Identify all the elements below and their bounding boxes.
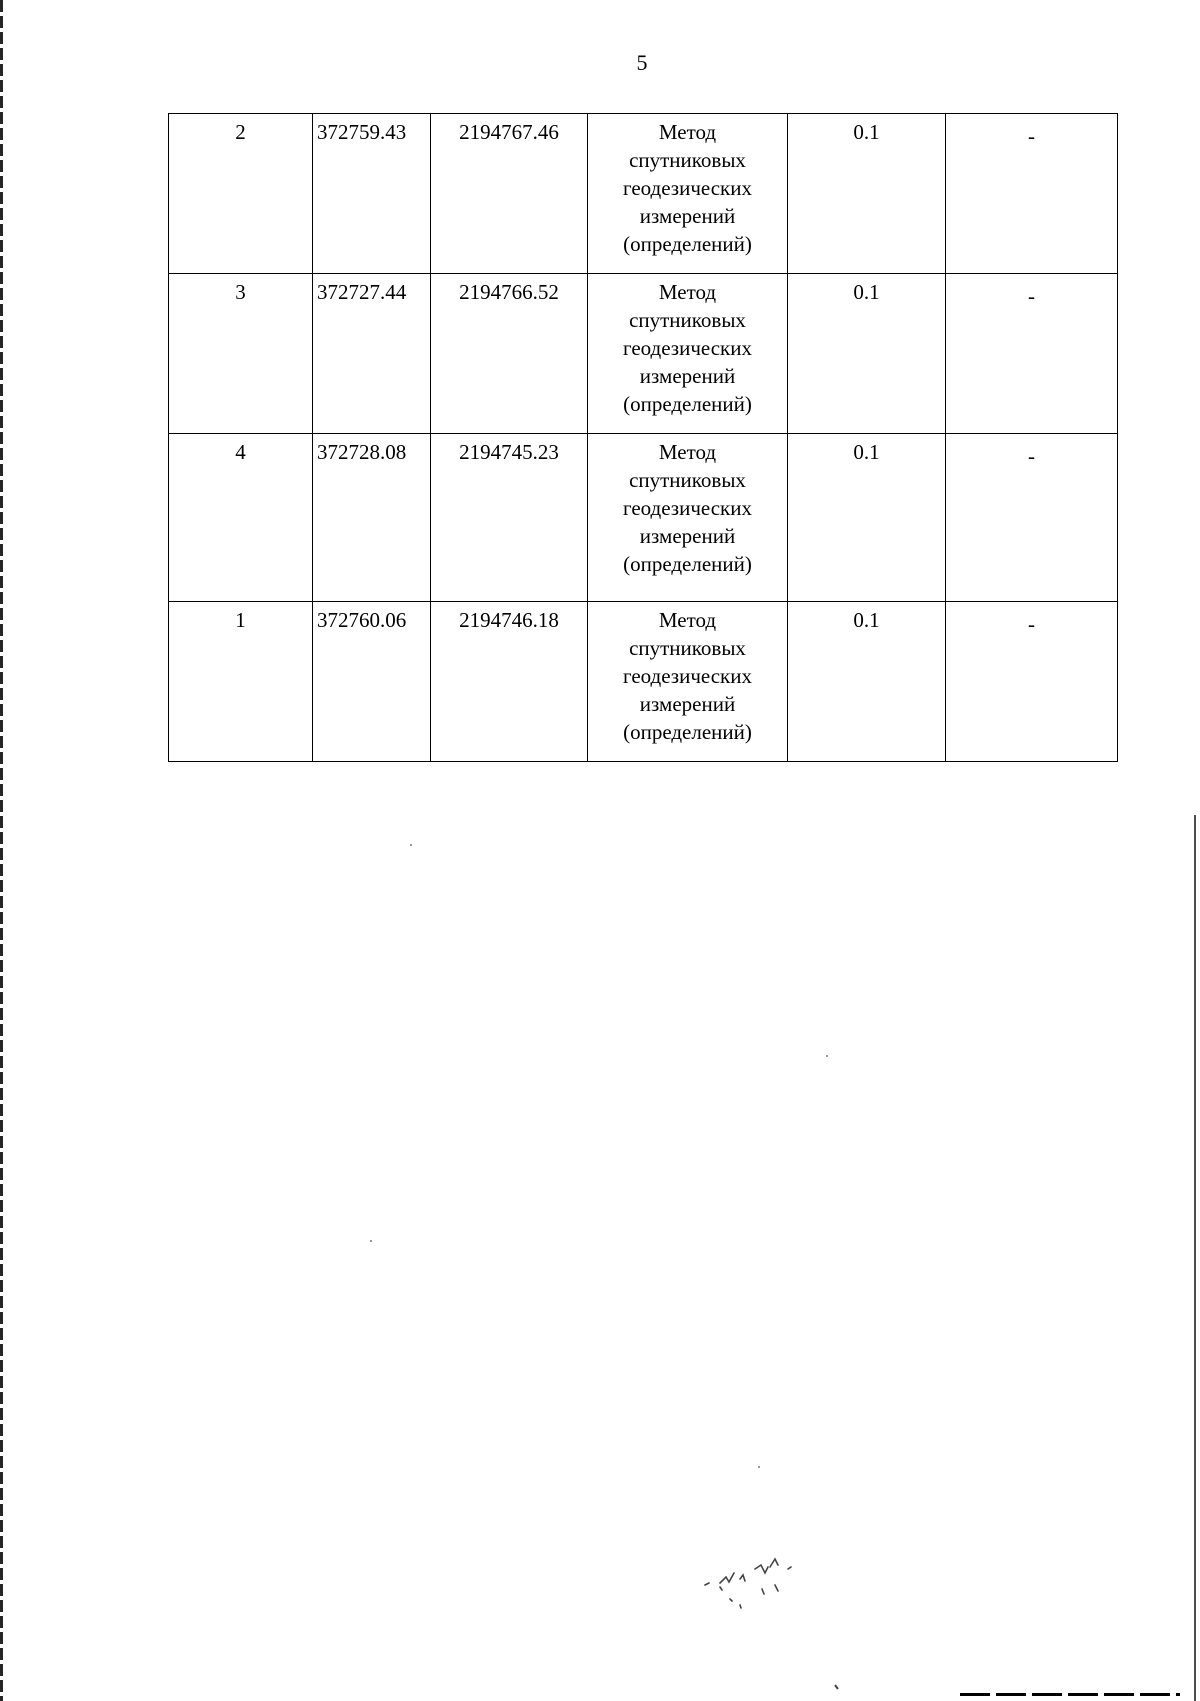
method-line: измерений xyxy=(639,692,736,716)
page-number: 5 xyxy=(636,50,648,75)
scan-speck xyxy=(370,1240,372,1242)
method-cell xyxy=(588,602,788,762)
y-coordinate-cell: 2194767.46 xyxy=(431,114,588,274)
method-line: геодезических xyxy=(622,176,752,200)
point-number-cell: 2 xyxy=(169,114,313,274)
x-coordinate-cell: 372759.43 xyxy=(313,114,431,274)
method-line: Метод xyxy=(658,608,717,632)
method-line: измерений xyxy=(639,204,736,228)
method-line: (определений) xyxy=(623,232,752,256)
accuracy-cell: 0.1 xyxy=(788,114,946,274)
method-line: геодезических xyxy=(622,336,752,360)
table-row xyxy=(169,602,1118,762)
method-line: (определений) xyxy=(623,720,752,744)
y-coordinate-cell: 2194766.52 xyxy=(431,274,588,434)
accuracy-cell: 0.1 xyxy=(788,434,946,602)
scan-speck xyxy=(410,844,412,846)
method-line: спутниковых xyxy=(629,148,746,172)
table-row xyxy=(169,434,1118,602)
method-line: спутниковых xyxy=(629,308,746,332)
description-cell: - xyxy=(946,602,1118,762)
description-cell: - xyxy=(946,114,1118,274)
method-line: спутниковых xyxy=(629,636,746,660)
method-line: (определений) xyxy=(623,392,752,416)
method-cell xyxy=(588,274,788,434)
description-cell: - xyxy=(946,274,1118,434)
point-number-cell: 4 xyxy=(169,434,313,602)
scan-edge-left xyxy=(0,0,3,1701)
method-line: Метод xyxy=(658,280,717,304)
accuracy-cell: 0.1 xyxy=(788,602,946,762)
method-line: измерений xyxy=(639,524,736,548)
y-coordinate-cell: 2194745.23 xyxy=(431,434,588,602)
scan-edge-right xyxy=(1194,815,1196,1701)
method-cell xyxy=(588,434,788,602)
y-coordinate-cell: 2194746.18 xyxy=(431,602,588,762)
coordinates-table xyxy=(168,113,1118,762)
x-coordinate-cell: 372728.08 xyxy=(313,434,431,602)
description-cell: - xyxy=(946,434,1118,602)
scan-footer-mark xyxy=(960,1693,1180,1696)
method-line: Метод xyxy=(658,440,717,464)
signature-scribble xyxy=(700,1555,850,1695)
method-line: (определений) xyxy=(623,552,752,576)
method-line: геодезических xyxy=(622,664,752,688)
method-line: спутниковых xyxy=(629,468,746,492)
accuracy-cell: 0.1 xyxy=(788,274,946,434)
point-number-cell: 1 xyxy=(169,602,313,762)
x-coordinate-cell: 372727.44 xyxy=(313,274,431,434)
table-row xyxy=(169,114,1118,274)
scan-speck xyxy=(758,1466,760,1468)
table-row xyxy=(169,274,1118,434)
method-line: геодезических xyxy=(622,496,752,520)
point-number-cell: 3 xyxy=(169,274,313,434)
method-line: Метод xyxy=(658,120,717,144)
method-cell xyxy=(588,114,788,274)
x-coordinate-cell: 372760.06 xyxy=(313,602,431,762)
method-line: измерений xyxy=(639,364,736,388)
scan-speck xyxy=(826,1055,828,1057)
